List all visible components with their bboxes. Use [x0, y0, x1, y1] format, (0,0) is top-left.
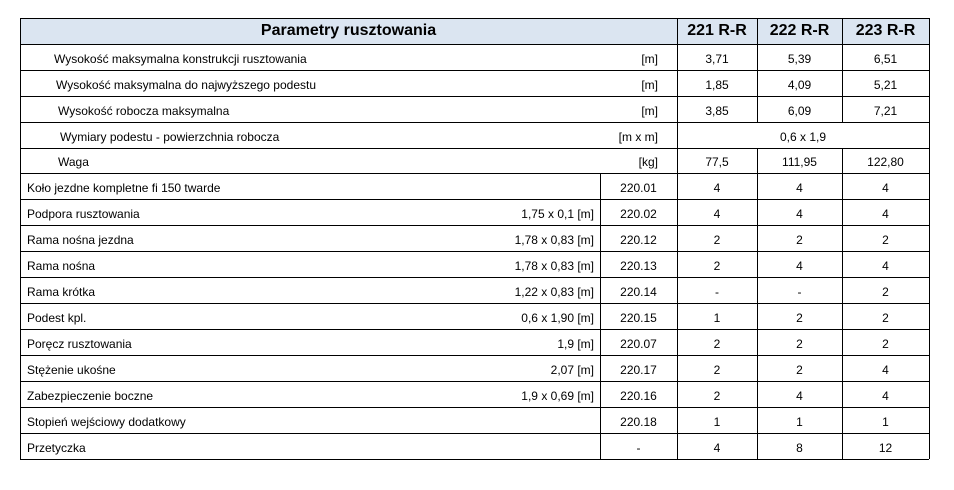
component-row [20, 251, 929, 277]
parameter-value: 1,85 [705, 78, 729, 92]
component-row [20, 225, 929, 251]
model-header-222: 222 R-R [769, 22, 830, 39]
component-dimension [400, 173, 600, 199]
component-quantity: 2 [882, 337, 889, 351]
component-name: Koło jezdne kompletne fi 150 twarde [27, 181, 221, 195]
parameter-label: Wysokość maksymalna do najwyższego podestu [56, 78, 317, 92]
model-header-221: 221 R-R [687, 22, 747, 39]
component-quantity: 2 [713, 259, 721, 273]
component-quantity: - [797, 285, 802, 299]
component-quantity: 2 [713, 337, 721, 351]
component-dimension: 1,22 x 0,83 [m] [514, 285, 594, 299]
parameter-value: 6,09 [787, 104, 812, 118]
component-code: 220.01 [620, 181, 657, 195]
component-quantity: 4 [796, 181, 803, 195]
component-quantity: 2 [713, 389, 721, 403]
component-quantity: 4 [796, 259, 803, 273]
component-name: Stężenie ukośne [27, 363, 116, 377]
component-quantity: 2 [713, 363, 721, 377]
component-code: - [636, 441, 641, 455]
parameter-row [20, 148, 929, 173]
component-code: 220.12 [620, 233, 657, 247]
component-quantity: 4 [882, 259, 889, 273]
component-quantity: 2 [882, 233, 889, 247]
model-header-223: 223 R-R [855, 22, 916, 39]
component-dimension: 1,9 x 0,69 [m] [521, 389, 594, 403]
component-code: 220.15 [620, 311, 657, 325]
parameter-merged-value: 0,6 x 1,9 [779, 130, 827, 144]
parameters-table [20, 18, 929, 469]
component-quantity: 4 [713, 441, 721, 455]
component-name: Poręcz rusztowania [27, 337, 132, 351]
component-row [20, 199, 929, 225]
component-quantity: 2 [882, 311, 889, 325]
component-quantity: 2 [796, 363, 803, 377]
component-code: 220.07 [620, 337, 657, 351]
component-name: Rama krótka [27, 285, 96, 299]
component-name: Podest kpl. [27, 311, 87, 325]
component-code: 220.13 [620, 259, 657, 273]
component-quantity: 4 [882, 207, 889, 221]
parameter-label: Wymiary podestu - powierzchnia robocza [60, 130, 280, 144]
parameter-value: 7,21 [873, 104, 898, 118]
parameter-label: Waga [58, 155, 89, 169]
component-name: Stopień wejściowy dodatkowy [27, 415, 186, 429]
component-quantity: - [715, 285, 719, 299]
component-quantity: 2 [796, 337, 803, 351]
component-row [20, 407, 929, 433]
component-name: Przetyczka [27, 441, 86, 455]
component-row [20, 433, 929, 459]
component-name: Rama nośna [27, 259, 96, 273]
parameter-row [20, 96, 929, 122]
component-row [20, 329, 929, 355]
component-quantity: 1 [796, 415, 803, 429]
parameter-unit: [m] [641, 78, 658, 92]
component-dimension: 2,07 [m] [550, 363, 594, 377]
component-quantity: 1 [713, 415, 721, 429]
parameter-value: 3,85 [705, 104, 729, 118]
component-quantity: 1 [882, 415, 889, 429]
parameter-unit: [m x m] [618, 130, 658, 144]
component-code: 220.18 [620, 415, 657, 429]
component-code: 220.17 [620, 363, 657, 377]
parameter-value: 6,51 [873, 52, 898, 66]
component-name: Podpora rusztowania [27, 207, 140, 221]
component-quantity: 2 [796, 311, 803, 325]
component-dimension: 1,75 x 0,1 [m] [521, 207, 594, 221]
component-quantity: 2 [713, 233, 721, 247]
component-code: 220.02 [620, 207, 657, 221]
parameter-unit: [m] [641, 104, 658, 118]
component-dimension: 1,78 x 0,83 [m] [514, 233, 594, 247]
parameter-value: 111,95 [782, 155, 817, 169]
component-row [20, 173, 929, 199]
component-quantity: 4 [713, 181, 721, 195]
component-dimension: 1,78 x 0,83 [m] [514, 259, 594, 273]
component-row [20, 303, 929, 329]
component-dimension [400, 433, 600, 459]
component-code: 220.14 [620, 285, 657, 299]
component-quantity: 8 [796, 441, 803, 455]
component-quantity: 4 [882, 363, 889, 377]
parameter-unit: [m] [641, 52, 658, 66]
component-dimension: 0,6 x 1,90 [m] [521, 311, 594, 325]
component-dimension [400, 407, 600, 433]
component-quantity: 4 [882, 389, 889, 403]
component-quantity: 12 [878, 441, 893, 455]
component-dimension: 1,9 [m] [557, 337, 594, 351]
parameter-row [20, 122, 929, 148]
component-quantity: 4 [882, 181, 889, 195]
parameter-value: 5,21 [873, 78, 898, 92]
parameter-label: Wysokość robocza maksymalna [58, 104, 230, 118]
parameter-unit: [kg] [638, 155, 658, 169]
component-code: 220.16 [620, 389, 657, 403]
component-quantity: 1 [713, 311, 721, 325]
parameter-value: 5,39 [787, 52, 812, 66]
component-quantity: 4 [796, 389, 803, 403]
parameter-value: 122,80 [867, 155, 904, 169]
component-name: Zabezpieczenie boczne [27, 389, 154, 403]
parameter-row [20, 44, 929, 70]
component-name: Rama nośna jezdna [27, 233, 134, 247]
component-quantity: 2 [796, 233, 803, 247]
table-title: Parametry rusztowania [260, 22, 437, 39]
table-header [20, 18, 929, 44]
component-row [20, 381, 929, 407]
component-row [20, 355, 929, 381]
parameter-row [20, 70, 929, 96]
parameter-value: 77,5 [705, 155, 729, 169]
component-quantity: 4 [796, 207, 803, 221]
component-row [20, 277, 929, 303]
parameter-value: 4,09 [787, 78, 812, 92]
parameter-label: Wysokość maksymalna konstrukcji rusztowania [54, 52, 307, 66]
component-quantity: 4 [713, 207, 721, 221]
parameter-value: 3,71 [705, 52, 729, 66]
component-quantity: 2 [882, 285, 889, 299]
